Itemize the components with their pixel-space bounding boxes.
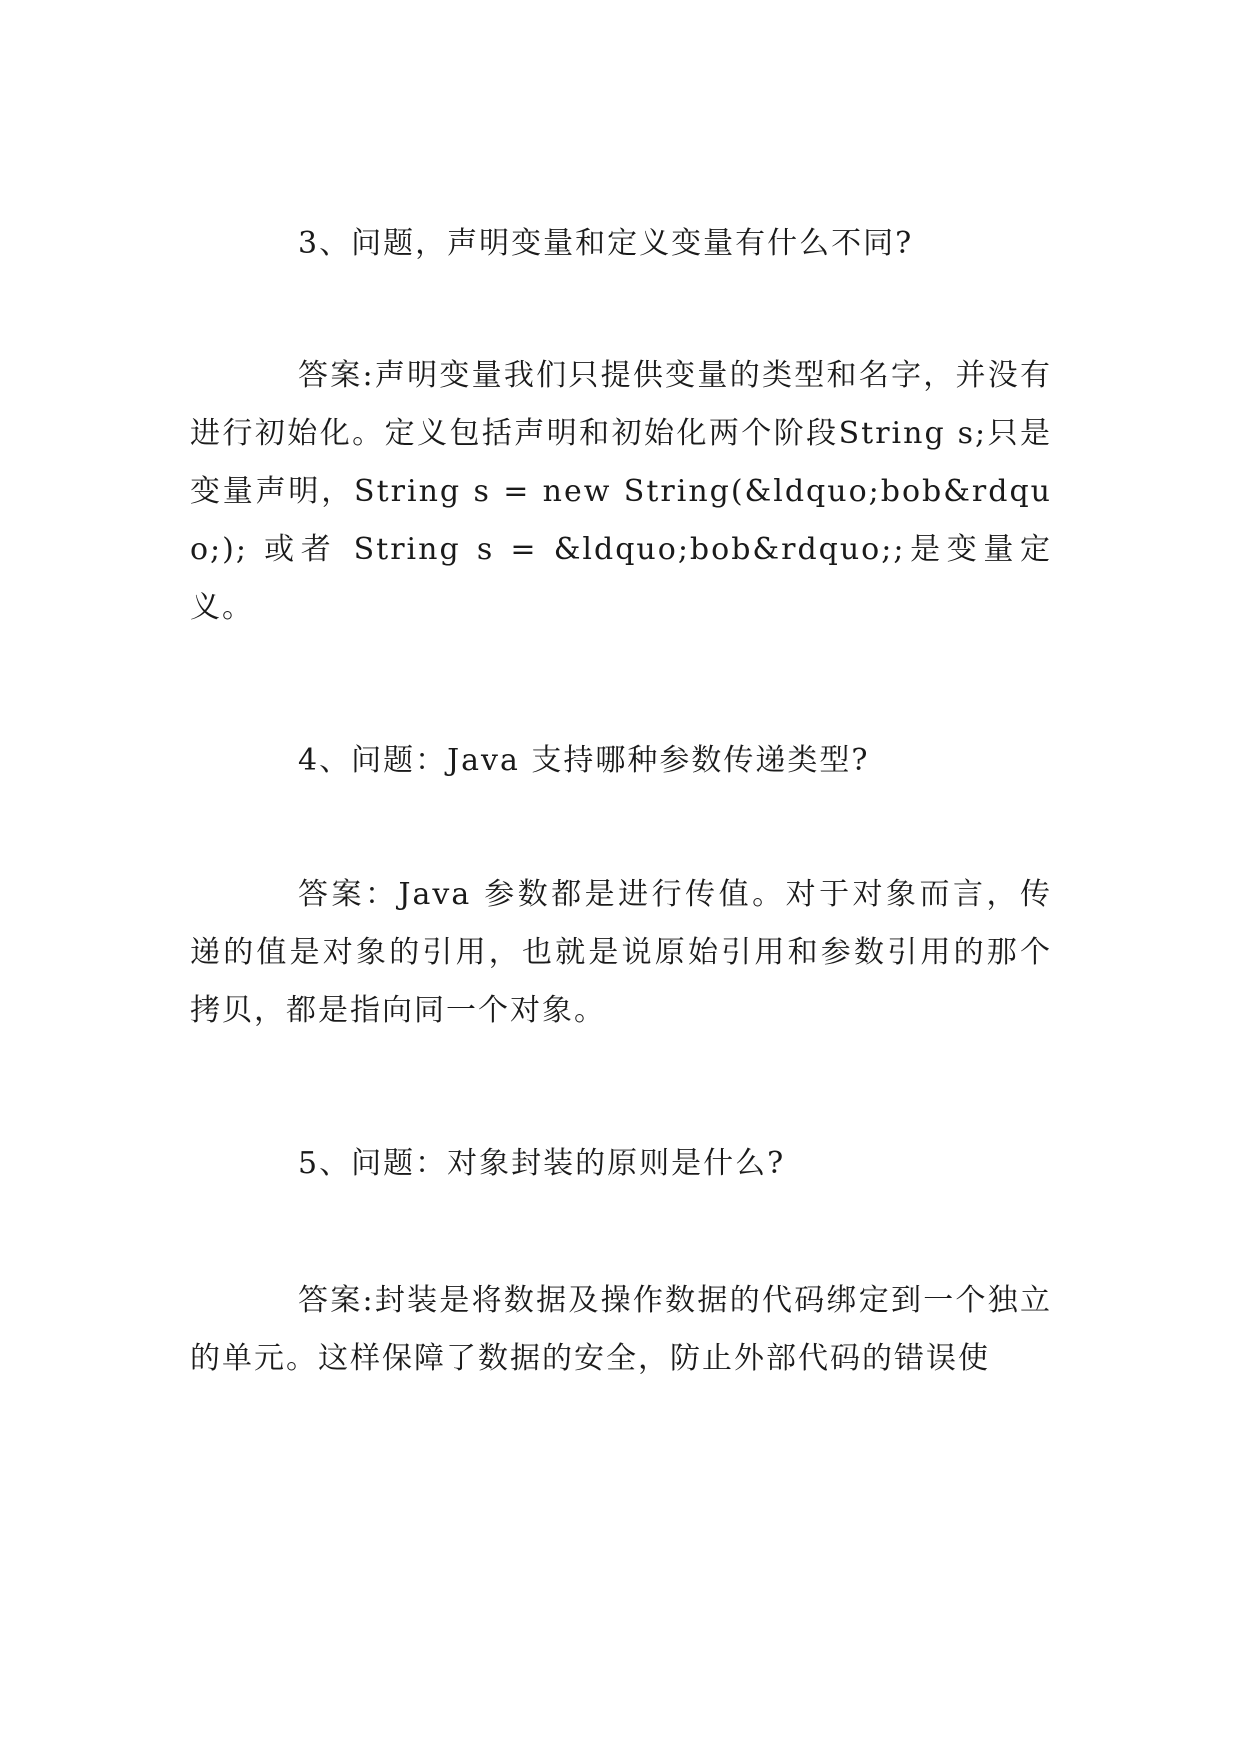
question-4: 4、问题：Java 支持哪种参数传递类型?: [298, 743, 870, 778]
question-3: 3、问题，声明变量和定义变量有什么不同?: [298, 226, 914, 261]
question-5: 5、问题：对象封装的原则是什么?: [298, 1146, 786, 1181]
answer-4: 答案：Java 参数都是进行传值。对于对象而言，传递的值是对象的引用，也就是说原始引用和参数引用的那个拷贝，都是指向同一个对象。: [190, 877, 1052, 1028]
answer-3: 答案:声明变量我们只提供变量的类型和名字，并没有进行初始化。定义包括声明和初始化两个阶段String s;只是变量声明，String s = new String(&ldquo;bob&rdquo;); 或者 String s = &ldquo;bob&rdquo;;是变量定义。: [190, 358, 1052, 625]
answer-5: 答案:封装是将数据及操作数据的代码绑定到一个独立的单元。这样保障了数据的安全，防止外部代码的错误使: [190, 1283, 1052, 1376]
